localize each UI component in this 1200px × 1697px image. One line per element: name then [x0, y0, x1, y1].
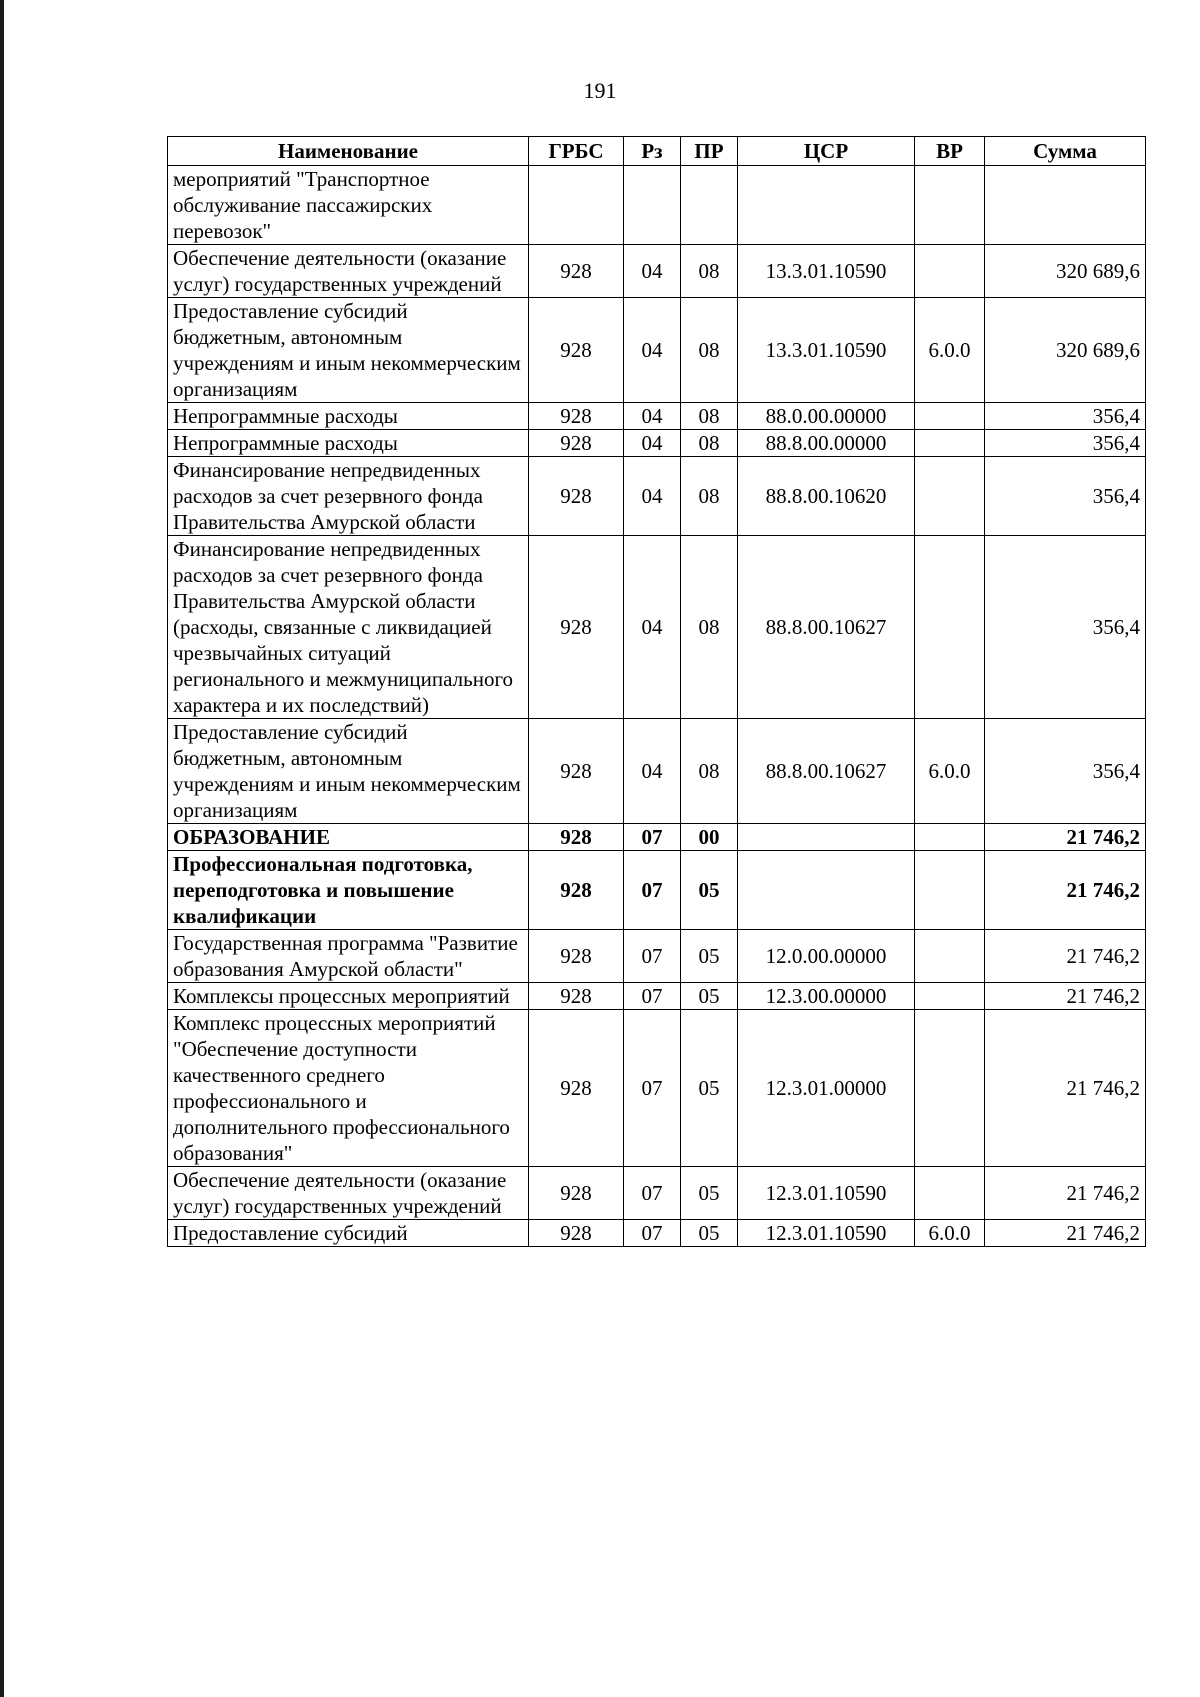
header-row [168, 137, 1146, 166]
cell-sum: 320 689,6 [985, 298, 1146, 403]
cell-rz: 07 [624, 1010, 681, 1167]
cell-name: Предоставление субсидий бюджетным, автономным учреждениям и иным некоммерческим организациям [168, 719, 529, 824]
cell-grbs: 928 [529, 719, 624, 824]
cell-name: Обеспечение деятельности (оказание услуг) государственных учреждений [168, 1167, 529, 1220]
cell-csr: 88.8.00.10620 [738, 457, 915, 536]
cell-vr [915, 1167, 985, 1220]
cell-rz: 04 [624, 536, 681, 719]
cell-pr: 05 [681, 1220, 738, 1247]
cell-rz: 04 [624, 457, 681, 536]
cell-vr [915, 930, 985, 983]
cell-pr: 00 [681, 824, 738, 851]
cell-vr [915, 1010, 985, 1167]
cell-name: Комплекс процессных мероприятий "Обеспечение доступности качественного среднего профессионального и дополнительного профессионального образования" [168, 1010, 529, 1167]
table-row [168, 1010, 1146, 1167]
cell-sum: 356,4 [985, 536, 1146, 719]
cell-csr [738, 166, 915, 245]
header-name: Наименование [168, 137, 529, 166]
cell-csr [738, 851, 915, 930]
cell-name: Финансирование непредвиденных расходов за счет резервного фонда Правительства Амурской области (расходы, связанные с ликвидацией чрезвычайных ситуаций регионального и межмуниципального характера и их последствий) [168, 536, 529, 719]
cell-vr [915, 536, 985, 719]
header-grbs: ГРБС [529, 137, 624, 166]
cell-pr: 08 [681, 536, 738, 719]
cell-vr: 6.0.0 [915, 1220, 985, 1247]
cell-rz: 07 [624, 1220, 681, 1247]
cell-pr [681, 166, 738, 245]
cell-pr: 05 [681, 983, 738, 1010]
cell-sum: 356,4 [985, 719, 1146, 824]
cell-name: ОБРАЗОВАНИЕ [168, 824, 529, 851]
cell-pr: 08 [681, 403, 738, 430]
cell-sum: 21 746,2 [985, 1220, 1146, 1247]
cell-csr: 88.8.00.10627 [738, 536, 915, 719]
cell-grbs: 928 [529, 930, 624, 983]
cell-sum: 356,4 [985, 430, 1146, 457]
table-row [168, 403, 1146, 430]
cell-rz: 04 [624, 719, 681, 824]
header-sum: Сумма [985, 137, 1146, 166]
cell-rz: 04 [624, 403, 681, 430]
table-row [168, 824, 1146, 851]
cell-grbs: 928 [529, 983, 624, 1010]
header-rz: Рз [624, 137, 681, 166]
cell-vr: 6.0.0 [915, 298, 985, 403]
table-row [168, 1220, 1146, 1247]
cell-pr: 05 [681, 1010, 738, 1167]
header-csr: ЦСР [738, 137, 915, 166]
cell-grbs: 928 [529, 851, 624, 930]
cell-grbs: 928 [529, 1010, 624, 1167]
cell-grbs: 928 [529, 457, 624, 536]
cell-grbs: 928 [529, 430, 624, 457]
cell-grbs [529, 166, 624, 245]
cell-csr: 12.3.01.10590 [738, 1167, 915, 1220]
cell-csr: 88.8.00.00000 [738, 430, 915, 457]
cell-csr: 12.3.01.10590 [738, 1220, 915, 1247]
cell-rz: 07 [624, 851, 681, 930]
cell-rz: 07 [624, 930, 681, 983]
cell-name: Предоставление субсидий [168, 1220, 529, 1247]
cell-sum: 21 746,2 [985, 983, 1146, 1010]
cell-vr [915, 457, 985, 536]
cell-grbs: 928 [529, 298, 624, 403]
cell-csr: 12.3.01.00000 [738, 1010, 915, 1167]
cell-grbs: 928 [529, 1220, 624, 1247]
cell-sum: 21 746,2 [985, 1010, 1146, 1167]
cell-csr: 12.0.00.00000 [738, 930, 915, 983]
cell-name: мероприятий "Транспортное обслуживание пассажирских перевозок" [168, 166, 529, 245]
cell-sum: 356,4 [985, 457, 1146, 536]
cell-sum: 21 746,2 [985, 930, 1146, 983]
cell-sum: 21 746,2 [985, 1167, 1146, 1220]
cell-rz [624, 166, 681, 245]
table-row [168, 166, 1146, 245]
cell-sum [985, 166, 1146, 245]
table-row [168, 983, 1146, 1010]
cell-pr: 05 [681, 1167, 738, 1220]
cell-name: Непрограммные расходы [168, 403, 529, 430]
cell-pr: 08 [681, 457, 738, 536]
cell-vr [915, 403, 985, 430]
table-row [168, 1167, 1146, 1220]
cell-csr: 88.8.00.10627 [738, 719, 915, 824]
table-row [168, 930, 1146, 983]
scan-edge [0, 0, 4, 1697]
cell-name: Государственная программа "Развитие образования Амурской области" [168, 930, 529, 983]
cell-name: Профессиональная подготовка, переподготовка и повышение квалификации [168, 851, 529, 930]
cell-sum: 320 689,6 [985, 245, 1146, 298]
cell-pr: 08 [681, 298, 738, 403]
cell-csr: 12.3.00.00000 [738, 983, 915, 1010]
cell-sum: 356,4 [985, 403, 1146, 430]
table-body [168, 166, 1146, 1247]
cell-vr [915, 166, 985, 245]
table-row [168, 457, 1146, 536]
cell-grbs: 928 [529, 403, 624, 430]
cell-grbs: 928 [529, 536, 624, 719]
cell-vr [915, 983, 985, 1010]
cell-rz: 07 [624, 824, 681, 851]
cell-sum: 21 746,2 [985, 851, 1146, 930]
cell-vr [915, 245, 985, 298]
table-row [168, 245, 1146, 298]
cell-csr: 13.3.01.10590 [738, 245, 915, 298]
cell-rz: 04 [624, 430, 681, 457]
cell-pr: 08 [681, 245, 738, 298]
cell-rz: 04 [624, 245, 681, 298]
cell-pr: 08 [681, 430, 738, 457]
cell-vr: 6.0.0 [915, 719, 985, 824]
cell-name: Непрограммные расходы [168, 430, 529, 457]
cell-csr [738, 824, 915, 851]
cell-sum: 21 746,2 [985, 824, 1146, 851]
cell-name: Обеспечение деятельности (оказание услуг) государственных учреждений [168, 245, 529, 298]
cell-vr [915, 824, 985, 851]
cell-pr: 05 [681, 851, 738, 930]
cell-pr: 08 [681, 719, 738, 824]
cell-rz: 04 [624, 298, 681, 403]
cell-rz: 07 [624, 983, 681, 1010]
cell-csr: 88.0.00.00000 [738, 403, 915, 430]
cell-name: Комплексы процессных мероприятий [168, 983, 529, 1010]
cell-name: Финансирование непредвиденных расходов за счет резервного фонда Правительства Амурской области [168, 457, 529, 536]
cell-vr [915, 430, 985, 457]
table-row [168, 430, 1146, 457]
cell-rz: 07 [624, 1167, 681, 1220]
table-row [168, 298, 1146, 403]
cell-vr [915, 851, 985, 930]
table-row [168, 536, 1146, 719]
cell-csr: 13.3.01.10590 [738, 298, 915, 403]
page-number: 191 [583, 78, 617, 103]
cell-grbs: 928 [529, 245, 624, 298]
cell-name: Предоставление субсидий бюджетным, автономным учреждениям и иным некоммерческим организациям [168, 298, 529, 403]
header-vr: ВР [915, 137, 985, 166]
table-row [168, 851, 1146, 930]
cell-pr: 05 [681, 930, 738, 983]
table-row [168, 719, 1146, 824]
cell-grbs: 928 [529, 1167, 624, 1220]
cell-grbs: 928 [529, 824, 624, 851]
budget-table [167, 136, 1146, 1247]
header-pr: ПР [681, 137, 738, 166]
table-header [168, 137, 1146, 166]
